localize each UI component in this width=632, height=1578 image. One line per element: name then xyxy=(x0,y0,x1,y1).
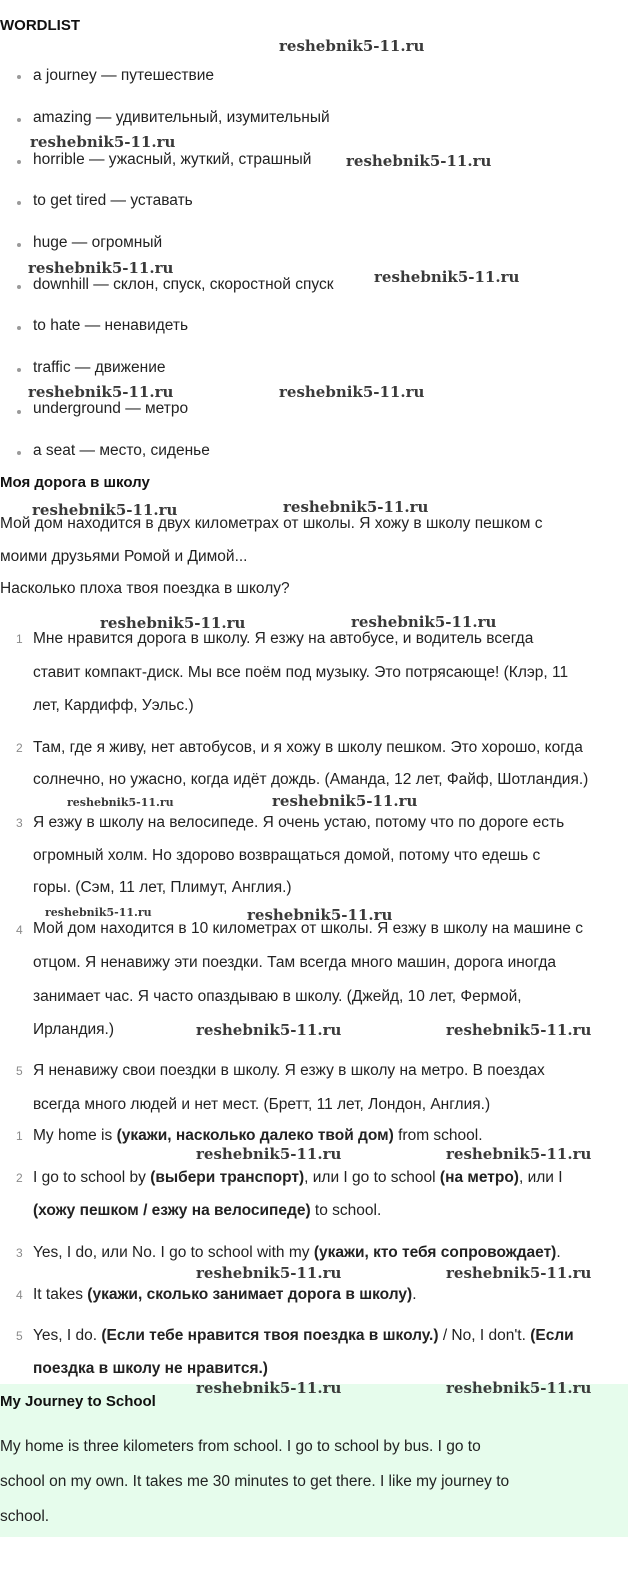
article-heading: Моя дорога в школу xyxy=(0,474,150,491)
answer-line: school. xyxy=(0,1508,50,1525)
bullet-icon xyxy=(17,285,21,289)
watermark: reshebnik5-11.ru xyxy=(32,501,178,519)
bullet-icon xyxy=(17,243,21,247)
watermark: reshebnik5-11.ru xyxy=(45,906,152,919)
story-line: огромный холм. Но здорово возвращаться домой, потому что едешь с xyxy=(33,847,541,864)
watermark: reshebnik5-11.ru xyxy=(279,37,425,55)
story-line: Мой дом находится в 10 километрах от школы. Я езжу в школу на машине с xyxy=(33,920,583,937)
bullet-icon xyxy=(17,326,21,330)
list-number: 2 xyxy=(16,741,23,755)
bullet-icon xyxy=(17,118,21,122)
question: Насколько плоха твоя поездка в школу? xyxy=(0,580,290,597)
watermark: reshebnik5-11.ru xyxy=(247,906,393,924)
watermark: reshebnik5-11.ru xyxy=(272,792,418,810)
template-line: Yes, I do, или No. I go to school with my (укажи, кто тебя сопровождает). xyxy=(33,1244,561,1261)
watermark: reshebnik5-11.ru xyxy=(346,152,492,170)
watermark: reshebnik5-11.ru xyxy=(196,1379,342,1397)
list-item: horrible — ужасный, жуткий, страшный xyxy=(33,151,312,168)
intro-line: моими друзьями Ромой и Димой... xyxy=(0,548,248,565)
story-line: солнечно, но ужасно, когда идёт дождь. (Аманда, 12 лет, Файф, Шотландия.) xyxy=(33,771,589,788)
watermark: reshebnik5-11.ru xyxy=(446,1379,592,1397)
watermark: reshebnik5-11.ru xyxy=(196,1021,342,1039)
intro-line: Мой дом находится в двух километрах от школы. Я хожу в школу пешком с xyxy=(0,515,543,532)
list-item: a seat — место, сиденье xyxy=(33,442,210,459)
bullet-icon xyxy=(17,201,21,205)
watermark: reshebnik5-11.ru xyxy=(100,614,246,632)
list-item: to get tired — уставать xyxy=(33,192,193,209)
watermark: reshebnik5-11.ru xyxy=(30,133,176,151)
template-line: Yes, I do. (Если тебе нравится твоя поездка в школу.) / No, I don't. (Если xyxy=(33,1327,574,1344)
list-item: to hate — ненавидеть xyxy=(33,317,189,334)
story-line: Ирландия.) xyxy=(33,1021,115,1038)
list-number: 5 xyxy=(16,1064,23,1078)
list-number: 1 xyxy=(16,1129,23,1143)
list-item: underground — метро xyxy=(33,400,189,417)
template-line: I go to school by (выбери транспорт), или I go to school (на метро), или I xyxy=(33,1169,563,1186)
template-line: поездка в школу не нравится.) xyxy=(33,1360,268,1377)
watermark: reshebnik5-11.ru xyxy=(196,1145,342,1163)
watermark: reshebnik5-11.ru xyxy=(67,796,174,809)
watermark: reshebnik5-11.ru xyxy=(446,1021,592,1039)
list-number: 5 xyxy=(16,1329,23,1343)
story-line: ставит компакт-диск. Мы все поём под музыку. Это потрясающе! (Клэр, 11 xyxy=(33,664,569,681)
watermark: reshebnik5-11.ru xyxy=(279,383,425,401)
watermark: reshebnik5-11.ru xyxy=(28,259,174,277)
list-number: 3 xyxy=(16,1246,23,1260)
list-item: downhill — склон, спуск, скоростной спуск xyxy=(33,276,334,293)
list-item: traffic — движение xyxy=(33,359,166,376)
story-line: горы. (Сэм, 11 лет, Плимут, Англия.) xyxy=(33,879,292,896)
answer-heading: My Journey to School xyxy=(0,1393,156,1410)
watermark: reshebnik5-11.ru xyxy=(196,1264,342,1282)
list-number: 3 xyxy=(16,816,23,830)
template-line: My home is (укажи, насколько далеко твой дом) from school. xyxy=(33,1127,483,1144)
story-line: лет, Кардифф, Уэльс.) xyxy=(33,697,194,714)
watermark: reshebnik5-11.ru xyxy=(351,613,497,631)
story-line: занимает час. Я часто опаздываю в школу. (Джейд, 10 лет, Фермой, xyxy=(33,988,522,1005)
answer-line: My home is three kilometers from school. I go to school by bus. I go to xyxy=(0,1438,481,1455)
story-line: всегда много людей и нет мест. (Бретт, 11 лет, Лондон, Англия.) xyxy=(33,1096,491,1113)
watermark: reshebnik5-11.ru xyxy=(446,1264,592,1282)
answer-line: school on my own. It takes me 30 minutes to get there. I like my journey to xyxy=(0,1473,510,1490)
watermark: reshebnik5-11.ru xyxy=(374,268,520,286)
template-line: (хожу пешком / езжу на велосипеде) to school. xyxy=(33,1202,382,1219)
wordlist-heading: WORDLIST xyxy=(0,17,80,34)
list-number: 4 xyxy=(16,923,23,937)
bullet-icon xyxy=(17,451,21,455)
list-item: huge — огромный xyxy=(33,234,163,251)
watermark: reshebnik5-11.ru xyxy=(446,1145,592,1163)
bullet-icon xyxy=(17,160,21,164)
bullet-icon xyxy=(17,75,21,79)
story-line: Я ненавижу свои поездки в школу. Я езжу в школу на метро. В поездах xyxy=(33,1062,545,1079)
story-line: Там, где я живу, нет автобусов, и я хожу в школу пешком. Это хорошо, когда xyxy=(33,739,583,756)
bullet-icon xyxy=(17,410,21,414)
story-line: отцом. Я ненавижу эти поездки. Там всегда много машин, дорога иногда xyxy=(33,954,557,971)
bullet-icon xyxy=(17,368,21,372)
story-line: Мне нравится дорога в школу. Я езжу на автобусе, и водитель всегда xyxy=(33,630,534,647)
list-item: amazing — удивительный, изумительный xyxy=(33,109,330,126)
list-number: 4 xyxy=(16,1288,23,1302)
watermark: reshebnik5-11.ru xyxy=(28,383,174,401)
story-line: Я езжу в школу на велосипеде. Я очень устаю, потому что по дороге есть xyxy=(33,814,565,831)
list-number: 1 xyxy=(16,632,23,646)
template-line: It takes (укажи, сколько занимает дорога в школу). xyxy=(33,1286,417,1303)
list-number: 2 xyxy=(16,1171,23,1185)
list-item: a journey — путешествие xyxy=(33,67,214,84)
watermark: reshebnik5-11.ru xyxy=(283,498,429,516)
